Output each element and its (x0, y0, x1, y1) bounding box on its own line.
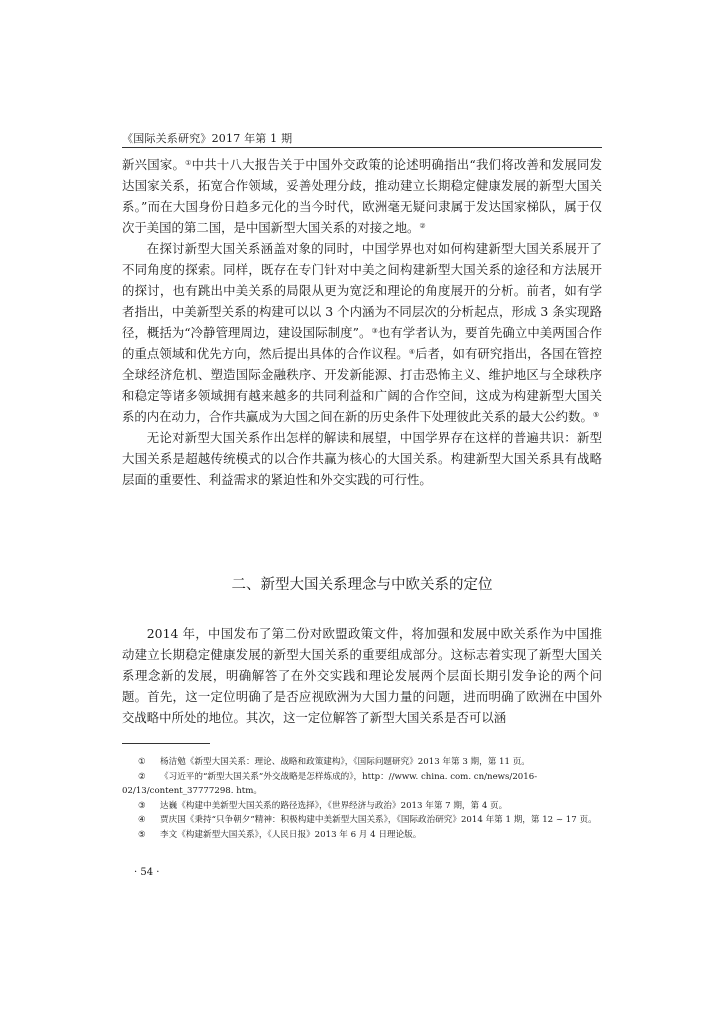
footnote-mark: ① (138, 757, 146, 767)
paragraph-1: 新兴国家。①中共十八大报告关于中国外交政策的论述明确指出“我们将改善和发展同发达国家关系，拓宽合作领域，妥善处理分歧，推动建立长期稳定健康发展的新型大国关系。”而在大国身份日趋多元化的当今时代，欧洲毫无疑问隶属于发达国家梯队，属于仅次于美国的第二国，是中国新型大国关系的对接之地。② (122, 157, 603, 235)
footnote-mark: ④ (138, 815, 146, 825)
section-body (122, 623, 602, 728)
footnote-4: ④ 贾庆国《秉持“只争朝夕”精神：积极构建中美新型大国关系》，《国际政治研究》2014 年第 1 期，第 12 ~ 17 页。 (122, 813, 602, 828)
footnote-ref-2[interactable]: ② (419, 222, 426, 230)
footnote-mark: ② (138, 771, 146, 782)
footnote-5: ⑤ 李文《构建新型大国关系》，《人民日报》2013 年 6 月 4 日理论版。 (122, 828, 602, 843)
footnote-3: ③ 达巍《构建中美新型大国关系的路径选择》，《世界经济与政治》2013 年第 7 期，第 4 页。 (122, 799, 602, 814)
paragraph-3: 无论对新型大国关系作出怎样的解读和展望，中国学界存在这样的普遍共识：新型大国关系是超越传统模式的以合作共赢为核心的大国关系。构建新型大国关系具有战略层面的重要性、利益需求的紧迫性和外交实践的可行性。 (122, 430, 602, 487)
footnote-ref-3[interactable]: ③ (371, 327, 378, 335)
body-text (122, 154, 602, 490)
section-title: 二、新型大国关系理念与中欧关系的定位 (231, 577, 493, 593)
page-number: · 54 · (134, 867, 160, 878)
paragraph-4: 2014 年，中国发布了第二份对欧盟政策文件，将加强和发展中欧关系作为中国推动建立长期稳定健康发展的新型大国关系的重要组成部分。这标志着实现了新型大国关系理念新的发展，明确解答了在外交实践和理论发展两个层面长期引发争论的两个问题。首先，这一定位明确了是否应视欧洲为大国力量的问题，进而明确了欧洲在中国外交战略中所处的地位。其次，这一定位解答了新型大国关系是否可以涵 (122, 626, 602, 725)
footnote-ref-1[interactable]: ① (185, 159, 192, 167)
footnote-ref-5[interactable]: ⑤ (592, 411, 600, 419)
footnotes (122, 755, 602, 842)
footnote-2: ② 《习近平的“新型大国关系”外交战略是怎样炼成的》，http：//www. china. com. cn/news/2016-02/13/content_37777298. htm。 (122, 771, 538, 796)
footnote-ref-4[interactable]: ④ (408, 348, 416, 356)
footnote-mark: ③ (138, 800, 146, 811)
running-header: 《国际关系研究》2017 年第 1 期 (122, 132, 293, 145)
header-divider (122, 147, 602, 148)
footnote-divider (122, 743, 210, 744)
footnote-1: ① 杨洁勉《新型大国关系：理论、战略和政策建构》，《国际问题研究》2013 年第 3 期，第 11 页。 (122, 755, 602, 770)
footnote-mark: ⑤ (138, 829, 146, 840)
paragraph-2: 在探讨新型大国关系涵盖对象的同时，中国学界也对如何构建新型大国关系展开了不同角度的探索。同样，既存在专门针对中美之间构建新型大国关系的途径和方法展开的探讨，也有跳出中美关系的局限从更为宽泛和理论的角度展开的分析。前者，如有学者指出，中美新型关系的构建可以以 3 个内涵为不同层次的分析起点，形成 3 条实现路径，概括为“冷静管理周边，建设国际制度”。③也有学者认为，要首先确立中美两国合作的重点领域和优先方向，然后提出具体的合作议程。④后者，如有研究指出，各国在管控全球经济危机、塑造国际金融秩序、开发新能源、打击恐怖主义、维护地区与全球秩序和稳定等诸多领域拥有越来越多的共同利益和广阔的合作空间，这成为构建新型大国关系的内在动力，合作共赢成为大国之间在新的历史条件下处理彼此关系的最大公约数。⑤ (122, 241, 603, 424)
